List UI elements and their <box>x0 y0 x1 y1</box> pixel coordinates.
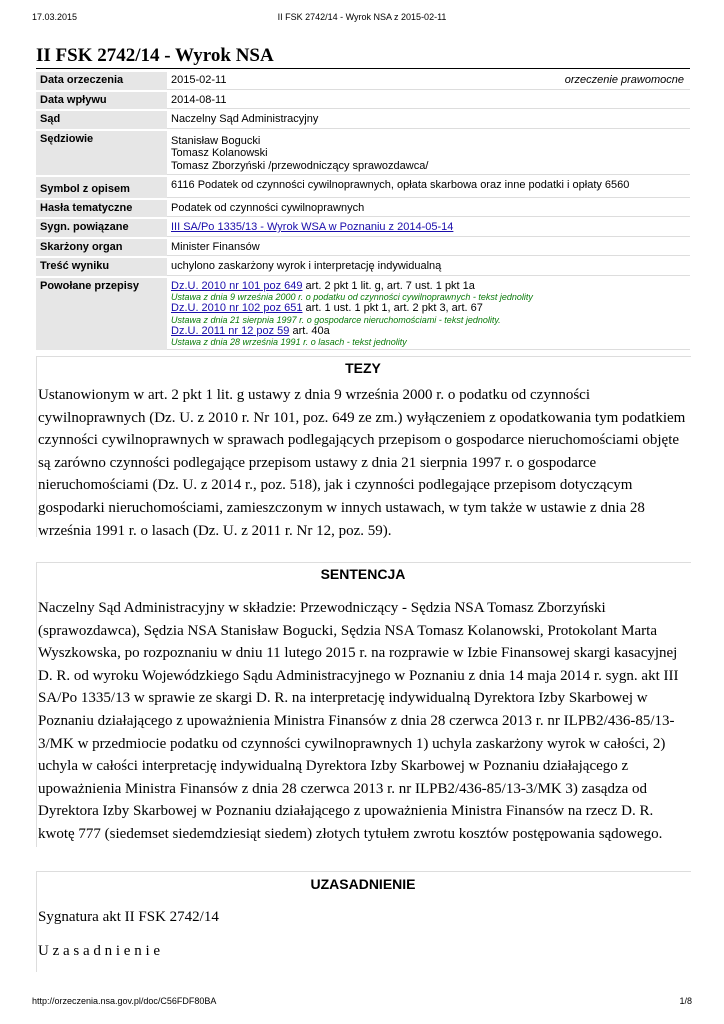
row-przepisy <box>36 278 690 351</box>
value-data-wplywu: 2014-08-11 <box>167 92 690 110</box>
sentencja-heading: SENTENCJA <box>320 566 406 582</box>
judge-3: Tomasz Zborzyński /przewodniczący sprawozdawca/ <box>171 159 429 172</box>
page-number: 1/8 <box>679 996 692 1006</box>
provision-articles: art. 1 ust. 1 pkt 1, art. 2 pkt 3, art. 67 <box>305 302 483 314</box>
print-date: 17.03.2015 <box>32 12 78 22</box>
tezy-heading: TEZY <box>345 360 381 376</box>
provision-note: Ustawa z dnia 28 września 1991 r. o lasach - tekst jednolity <box>171 337 407 347</box>
label-hasla: Hasła tematyczne <box>36 200 167 218</box>
value-tresc: uchylono zaskarżony wyrok i interpretację indywidualną <box>167 258 690 276</box>
row-data-wplywu <box>36 92 690 110</box>
uzasadnienie-heading: UZASADNIENIE <box>310 876 416 892</box>
row-sygn <box>36 219 690 237</box>
label-sygn: Sygn. powiązane <box>36 219 167 237</box>
judge-2: Tomasz Kolanowski <box>171 147 268 159</box>
provision-articles: art. 40a <box>292 324 330 337</box>
label-sedziowie: Sędziowie <box>36 131 167 176</box>
provision-item <box>171 302 690 325</box>
value-organ: Minister Finansów <box>167 239 690 257</box>
document-url: http://orzeczenia.nsa.gov.pl/doc/C56FDF80BA <box>32 996 217 1006</box>
value-sygn <box>167 219 690 237</box>
ruling-date: 2015-02-11 <box>171 74 227 86</box>
row-sad <box>36 111 690 129</box>
ruling-status: orzeczenie prawomocne <box>564 74 684 86</box>
metadata-table <box>36 70 690 352</box>
related-case-link[interactable]: III SA/Po 1335/13 - Wyrok WSA w Poznaniu z 2014-05-14 <box>171 221 454 233</box>
value-symbol: 6116 Podatek od czynności cywilnoprawnych, opłata skarbowa oraz inne podatki i opłaty 6560 <box>167 177 690 198</box>
provision-articles: art. 2 pkt 1 lit. g, art. 7 ust. 1 pkt 1a <box>305 279 475 292</box>
provision-link[interactable]: Dz.U. 2010 nr 101 poz 649 <box>171 279 303 292</box>
provision-link[interactable]: Dz.U. 2011 nr 12 poz 59 <box>171 324 290 337</box>
label-data-wplywu: Data wpływu <box>36 92 167 110</box>
provision-note: Ustawa z dnia 21 sierpnia 1997 r. o gospodarce nieruchomościami - tekst jednolity. <box>171 314 501 325</box>
value-sedziowie <box>167 131 690 176</box>
label-sad: Sąd <box>36 111 167 129</box>
provision-note: Ustawa z dnia 9 września 2000 r. o podatku od czynności cywilnoprawnych - tekst jednolity <box>171 292 533 302</box>
judge-1: Stanisław Bogucki <box>171 134 261 147</box>
label-tresc: Treść wyniku <box>36 258 167 276</box>
row-data-orzeczenia <box>36 72 690 90</box>
tezy-text: Ustanowionym w art. 2 pkt 1 lit. g ustawy z dnia 9 września 2000 r. o podatku od czynności cywilnoprawnych (Dz. U. z 2010 r. Nr 101, poz. 649 ze zm.) wyłączeniem z opodatkowania tym podatkiem czynności cywilnoprawnych w sprawach podlegających przepisom o gospodarce nieruchomościami objęte są zarówno czynności podlegające przepisom ustawy z dnia 21 sierpnia 1997 r. o gospodarce nieruchomościami (Dz. U. z 2014 r., poz. 518), jak i czynności podlegające przepisom dotyczącym gospodarki nieruchomościami, zamieszczonym w innych ustawach, w tym także w ustawie z dnia 28 września 1991 r. o lasach (Dz. U. z 2011 r. Nr 12, poz. 59). <box>38 387 686 539</box>
value-przepisy <box>167 278 690 351</box>
label-przepisy: Powołane przepisy <box>36 278 167 351</box>
label-organ: Skarżony organ <box>36 239 167 257</box>
provision-link[interactable]: Dz.U. 2010 nr 102 poz 651 <box>171 302 303 314</box>
provision-item <box>171 325 690 348</box>
provision-item <box>171 280 690 303</box>
row-symbol <box>36 177 690 198</box>
value-sad: Naczelny Sąd Administracyjny <box>167 111 690 129</box>
label-data-orzeczenia: Data orzeczenia <box>36 72 167 90</box>
row-sedziowie <box>36 131 690 176</box>
title-divider <box>36 68 690 69</box>
value-hasla: Podatek od czynności cywilnoprawnych <box>167 200 690 218</box>
row-tresc <box>36 258 690 276</box>
label-symbol: Symbol z opisem <box>36 177 167 198</box>
sentencja-text: Naczelny Sąd Administracyjny w składzie: Przewodniczący - Sędzia NSA Tomasz Zborzyński (sprawozdawca), Sędzia NSA Stanisław Bogucki, Sędzia NSA Tomasz Kolanowski, Protokolant Marta Wyszkowska, po rozpoznaniu w dniu 11 lutego 2015 r. na rozprawie w Izbie Finansowej skargi kasacyjnej D. R. od wyroku Wojewódzkiego Sądu Administracyjnego w Poznaniu z dnia 14 maja 2014 r. sygn. akt III SA/Po 1335/13 w sprawie ze skargi D. R. na interpretację indywidualną Dyrektora Izby Skarbowej w Poznaniu działającego z upoważnienia Ministra Finansów z dnia 28 czerwca 2013 r. nr ILPB2/436-85/13-3/MK w przedmiocie podatku od czynności cywilnoprawnych 1) uchyla zaskarżony wyrok w całości, 2) uchyla w całości interpretację indywidualną Dyrektora Izby Skarbowej w Poznaniu działającego z upoważnienia Ministra Finansów z dnia 28 czerwca 2013 r. nr ILPB2/436-85/13-3/MK 3) zasądza od Dyrektora Izby Skarbowej w Poznaniu działającego z upoważnienia Ministra Finansów na rzecz D. R. kwotę 777 (siedemset siedemdziesiąt siedem) złotych tytułem zwrotu kosztów postępowania sądowego. <box>38 600 679 842</box>
row-organ <box>36 239 690 257</box>
value-data-orzeczenia <box>167 72 690 90</box>
page-title: II FSK 2742/14 - Wyrok NSA <box>36 45 274 66</box>
print-title: II FSK 2742/14 - Wyrok NSA z 2015-02-11 <box>277 12 447 22</box>
case-signature: Sygnatura akt II FSK 2742/14 <box>38 909 219 925</box>
row-hasla <box>36 200 690 218</box>
uzasadnienie-label: U z a s a d n i e n i e <box>38 943 161 959</box>
